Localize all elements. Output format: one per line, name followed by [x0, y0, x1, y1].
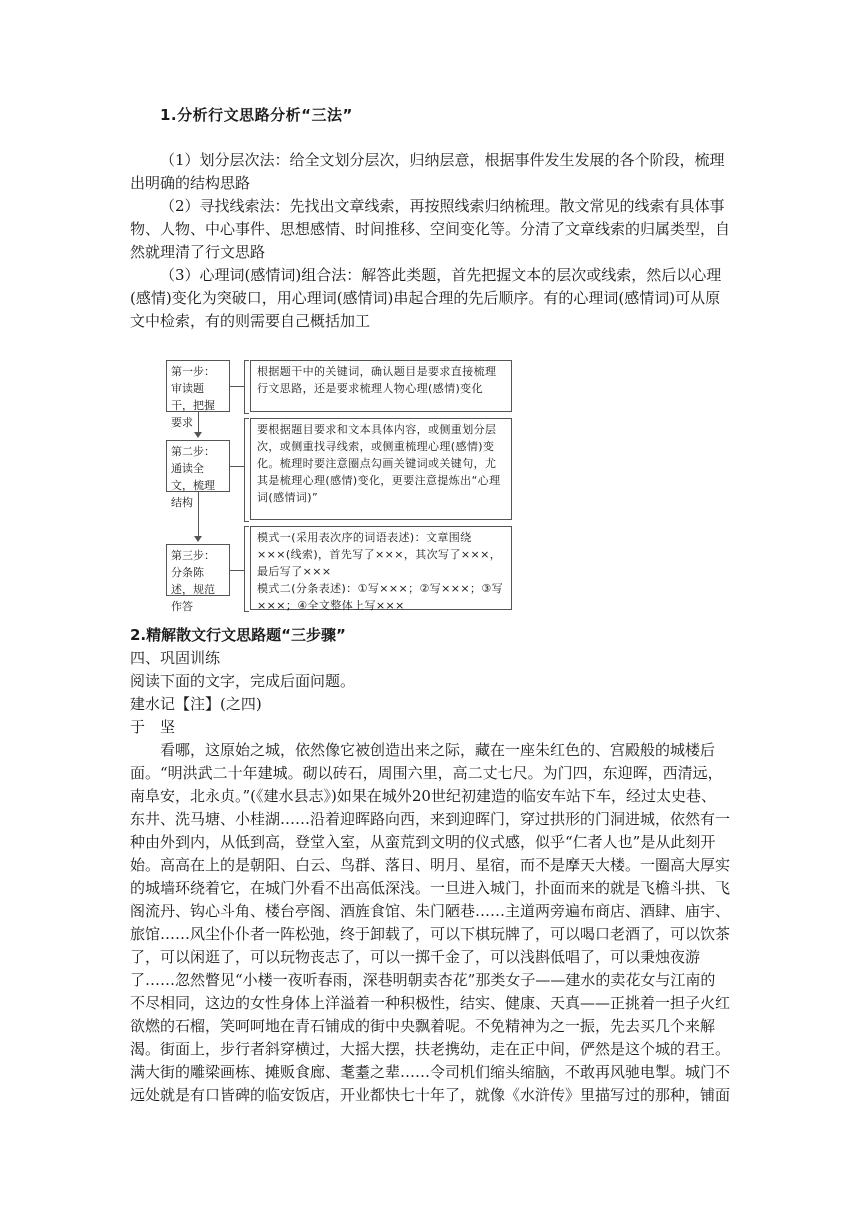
- essay-paragraph-1: 看哪，这原始之城，依然像它被创造出来之际，藏在一座朱红色的、宫殿般的城楼后面。“明洪武二十年建城。砌以砖石，周围六里，高二丈七尺。为门四，东迎晖，西清远，南阜安，北永贞。”(《建水县志》)如果在城外20世纪初建造的临安车站下车，经过太史巷、东井、洗马塘、小桂湖……沿着迎晖路向西，来到迎晖门，穿过拱形的门洞进城，依然有一种由外到内，从低到高，登堂入室，从蛮荒到文明的仪式感，似乎“仁者人也”是从此刻开始。: [130, 741, 731, 874]
- flow-connector-1: [230, 386, 244, 387]
- flow-step-3-desc: 模式一(采用表次序的词语表述)：文章围绕×××(线索)，首先写了×××，其次写了×××，最后写了××× 模式二(分条表述)：①写×××；②写×××；③写×××；④全文整体上写×××: [250, 526, 512, 610]
- flow-step-2-box: 第二步：通读全文，梳理结构: [166, 440, 230, 492]
- method-paragraph-2: （2）寻找线索法：先找出文章线索，再按照线索归纳梳理。散文常见的线索有具体事物、人物、中心事件、思想感情、时间推移、空间变化等。分清了文章线索的归属类型，自然就理清了行文思路: [130, 197, 731, 261]
- flow-arrowhead-1: [194, 432, 202, 438]
- essay-paragraph-3: 街面上，步行者斜穿横过，大摇大摆，扶老携幼，走在正中间，俨然是这个城的君王。满大街的雕梁画栋、摊贩食廊、耄耋之辈……令司机们缩头缩脑，不敢再风驰电掣。城门不远处就是有口皆碑的临安饭店，开业都快七十年了，就像《水浒传》里描写过的那种，铺面: [130, 1040, 731, 1104]
- method-paragraph-3: （3）心理词(感情词)组合法：解答此类题，首先把握文本的层次或线索，然后以心理(感情)变化为突破口，用心理词(感情词)串起合理的先后顺序。有的心理词(感情词)可从原文中检索，有的则需要自己概括加工: [130, 266, 722, 330]
- flow-bracket-2: [244, 418, 249, 522]
- method-paragraph-1: （1）划分层次法：给全文划分层次，归纳层意，根据事件发生发展的各个阶段，梳理出明确的结构思路: [130, 151, 725, 192]
- flow-bracket-3: [244, 526, 249, 612]
- essay-paragraph-2: 高高在上的是朝阳、白云、鸟群、落日、明月、星宿，而不是摩天大楼。一圈高大厚实的城墙环绕着它，在城门外看不出高低深浅。一旦进入城门，扑面而来的就是飞檐斗拱、飞阁流丹、钩心斗角、楼台亭阁、酒旌食馆、朱门陋巷……主道两旁遍布商店、酒肆、庙宇、旅馆……风尘仆仆者一阵松弛，终于卸载了，可以下棋玩牌了，可以喝口老酒了，可以饮茶了，可以闲逛了，可以玩物丧志了，可以一掷千金了，可以浅斟低唱了，可以秉烛夜游了……忽然瞥见“小楼一夜听春雨，深巷明朝卖杏花”那类女子——建水的卖花女与江南的不尽相同，这边的女性身体上洋溢着一种积极性，结实、健康、天真——正挑着一担子火红欲燃的石榴，笑呵呵地在青石铺成的街中央飘着呢。不免精神为之一振，先去买几个来解渴。: [130, 856, 731, 1058]
- essay-author: 于 坚: [130, 718, 176, 736]
- flow-step-3-box: 第三步：分条陈述，规范作答: [166, 544, 230, 596]
- three-step-flowchart: [130, 352, 730, 614]
- flow-step-1-box: 第一步：审读题干，把握要求: [166, 360, 230, 412]
- reading-instruction: 阅读下面的文字，完成后面问题。: [130, 672, 356, 690]
- flow-connector-3: [230, 570, 244, 571]
- flow-step-1-desc: 根据题干中的关键词，确认题目是要求直接梳理行文思路，还是要求梳理人物心理(感情)变化: [250, 360, 512, 412]
- flow-connector-2: [230, 466, 244, 467]
- flow-arrowhead-2: [194, 536, 202, 542]
- essay-title: 建水记【注】(之四): [130, 695, 262, 713]
- flow-arrow-line-2: [198, 492, 199, 538]
- section-heading-practice: 四、巩固训练: [130, 649, 221, 667]
- flow-step-2-desc: 要根据题目要求和文本具体内容，或侧重划分层次，或侧重找寻线索，或侧重梳理心理(感情)变化。梳理时要注意圈点勾画关键词或关键句，尤其是梳理心理(感情)变化，更要注意提炼出“心理词(感情词)”: [250, 418, 512, 520]
- section-heading-analysis-methods: 1.分析行文思路分析“三法”: [160, 106, 353, 124]
- section-heading-three-steps: 2.精解散文行文思路题“三步骤”: [130, 626, 346, 644]
- flow-arrow-line-1: [198, 412, 199, 434]
- flow-bracket-1: [244, 360, 249, 414]
